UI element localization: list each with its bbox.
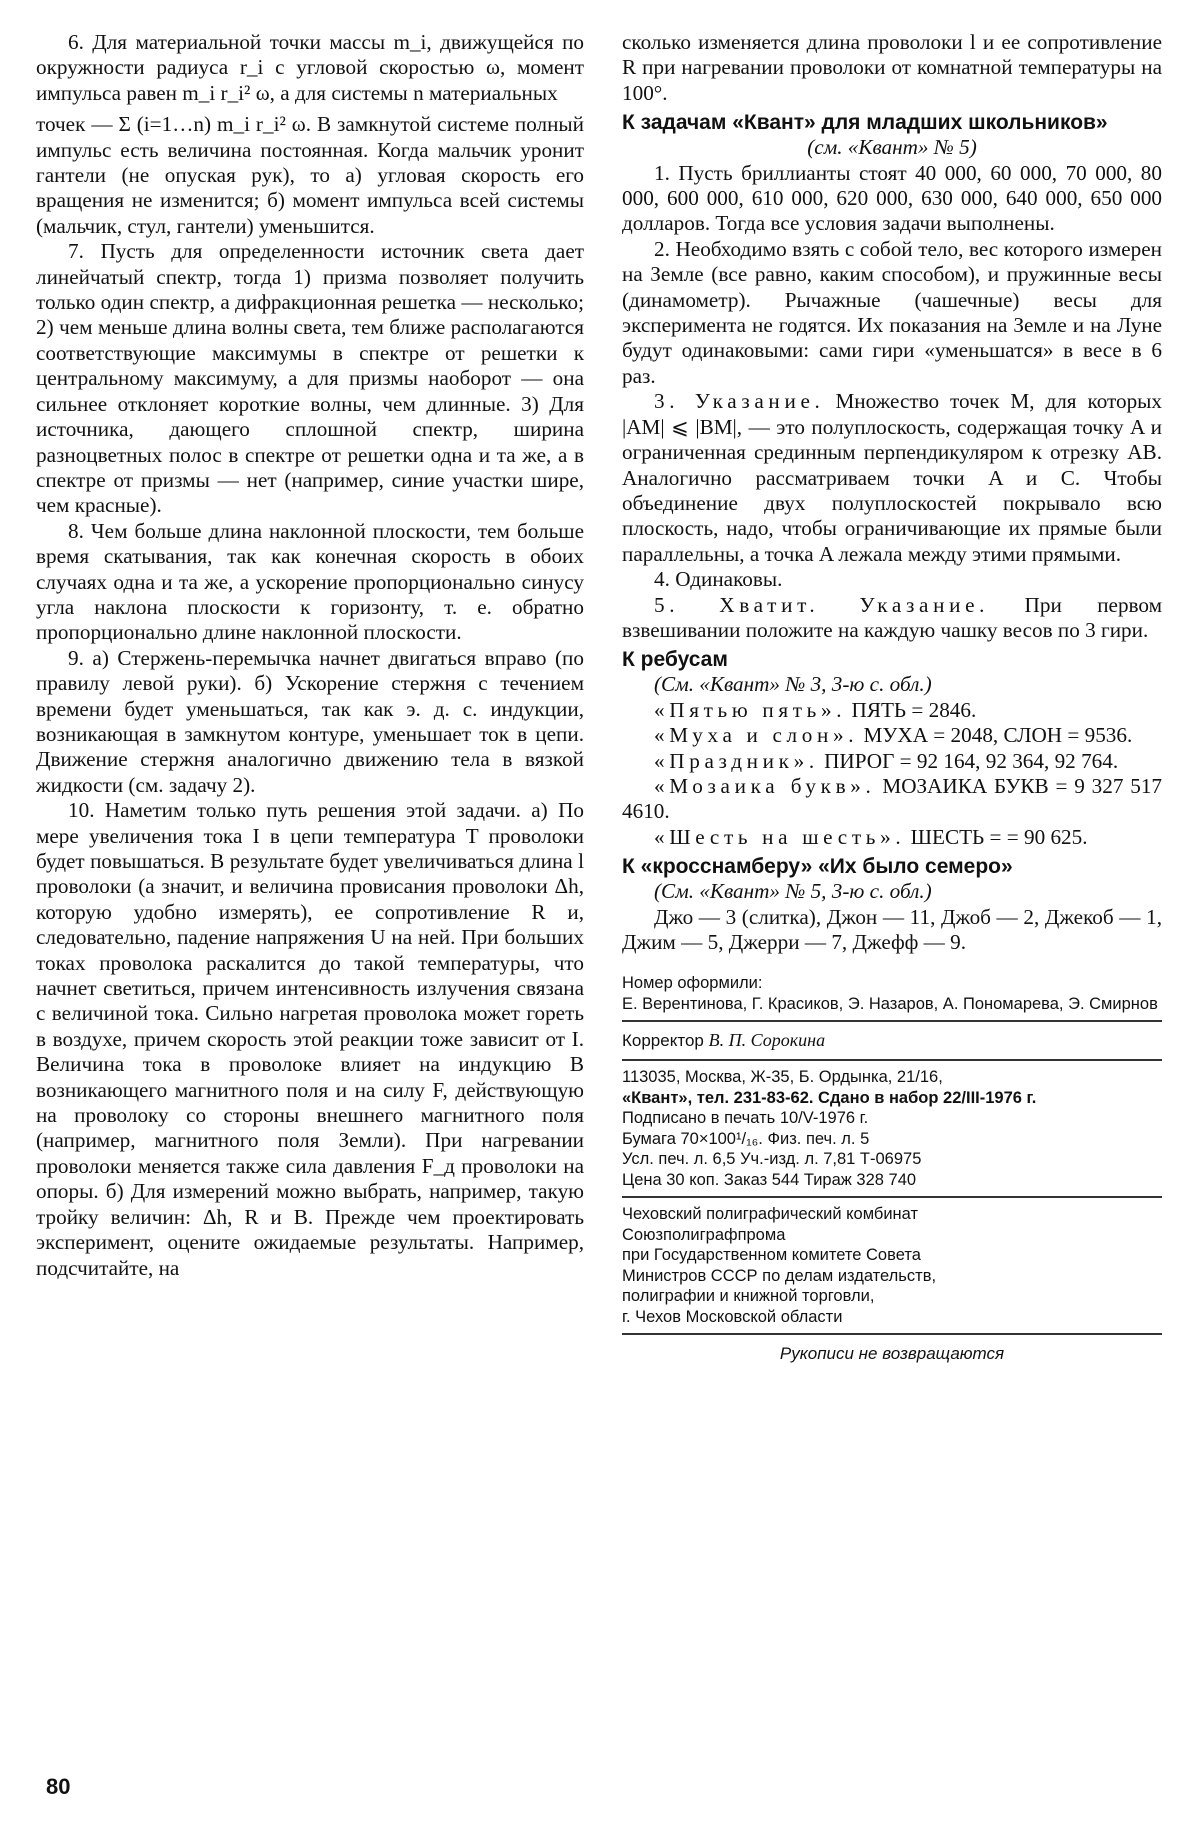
imprint-phone: «Квант», тел. 231-83-62. Сдано в набор 22/III-1976 г.	[622, 1088, 1037, 1107]
rebus-name: «Шесть на шесть».	[654, 824, 906, 849]
rebus-answer: МОЗАИКА БУКВ = 9 327 517 4610.	[622, 773, 1163, 824]
answer-10: 10. Наметим только путь решения этой задачи. а) По мере увеличения тока I в цепи температура T проволоки будет повышаться. В результате будет увеличиваться длина l проволоки (а значит, и величина провисания проволоки Δh, которую удобно измерять), ее сопротивление R и, следовательно, падение напряжения U на ней. При больших токах проволока раскалится до такой температуры, что начнет светиться, причем интенсивность излучения связана с величиной тока. Сильно нагретая проволока может гореть в воздухе, причем скорость этой реакции тоже зависит от I. Величина тока в проволоке влияет на индукцию B возникающего магнитного поля и на силу F, действующую на проволоку со стороны внешнего магнитного поля (например, магнитного поля Земли). При нагревании проволоки меняется также сила давления F_д проволоки на опоры. б) Для измерений можно выбрать, например, такую тройку величин: Δh, R и B. Прежде чем проектировать эксперимент, оцените ожидаемые результаты. Например, подсчитайте, на	[36, 798, 584, 1280]
printer-line: Чеховский полиграфический комбинат	[622, 1205, 919, 1224]
young-answer-2: 2. Необходимо взять с собой тело, вес которого измерен на Земле (все равно, каким способом), и пружинные весы (динамометр). Рычажные (чашечные) весы для эксперимента не годятся. Их показания на Земле и на Луне будут одинаковыми: сами гири «уменьшатся» в весе в 6 раз.	[622, 236, 1162, 388]
corrector-label: Корректор	[622, 1031, 704, 1051]
hint-label: 3. Указание.	[654, 389, 825, 414]
page-number: 80	[46, 1774, 71, 1799]
printer-line: Союзполиграфпрома	[622, 1225, 786, 1244]
section-heading-crossnumber: К «кросснамберу» «Их было семеро»	[622, 855, 1013, 879]
answer-10-continuation: сколько изменяется длина проволоки l и ее сопротивление R при нагревании проволоки от комнатной температуры на 100°.	[622, 30, 1162, 105]
young-answer-3-text: Множество точек M, для которых |AM| ⩽ |BM|, — это полуплоскость, содержащая точку A и ограниченная срединным перпендикуляром к отрезку AB. Аналогично рассматриваем точки A и C. Чтобы объединение двух полуплоскостей покрывало всю плоскость, надо, чтобы ограничивающие их прямые были параллельны, а точка A лежала между этими прямыми.	[622, 389, 1163, 566]
imprint-block	[622, 1067, 1162, 1190]
answer-6-part2: точек — Σ (i=1…n) m_i r_i² ω. В замкнутой системе полный импульс есть величина постоянная. Когда мальчик уронит гантели (не опуская рук), то а) угловая скорость его вращения не изменится; б) момент импульса всей системы (мальчик, стул, гантели) уменьшится.	[36, 112, 584, 238]
staff-block	[622, 973, 1162, 1014]
rebus-name: «Мозаика букв».	[654, 773, 876, 798]
section-heading-rebus: К ребусам	[622, 648, 728, 672]
rebus-2	[622, 723, 1162, 748]
crossnumber-answer: Джо — 3 (слитка), Джон — 11, Джоб — 2, Джекоб — 1, Джим — 5, Джерри — 7, Джефф — 9.	[622, 904, 1162, 954]
young-answer-1: 1. Пусть бриллианты стоят 40 000, 60 000, 70 000, 80 000, 600 000, 610 000, 620 000, 630 000, 640 000, 650 000 долларов. Тогда все условия задачи выполнены.	[622, 160, 1162, 236]
reference-young: (см. «Квант» № 5)	[807, 135, 977, 160]
answer-7: 7. Пусть для определенности источник света дает линейчатый спектр, тогда 1) призма позволяет получить только один спектр, а дифракционная решетка — несколько; 2) чем меньше длина волны света, тем ближе располагаются соответствующие максимумы в спектре от решетки к центральному максимуму, а для призмы наоборот — она сильнее отклоняет короткие волны, чем длинные. 3) Для источника, дающего сплошной спектр, ширина разноцветных полос в спектре от решетки одна и та же, а в спектре от призмы — нет (например, синие участки шире, чем красные).	[36, 239, 584, 518]
rebus-name: «Пятью пять».	[654, 697, 847, 722]
left-column	[36, 30, 584, 1281]
printer-line: полиграфии и книжной торговли,	[622, 1287, 875, 1306]
answer-6-part1: 6. Для материальной точки массы m_i, движущейся по окружности радиуса r_i с угловой скоростью ω, момент импульса равен m_i r_i² ω, а для системы n материальных	[36, 30, 584, 105]
reference-rebus: (См. «Квант» № 3, 3-ю с. обл.)	[654, 672, 932, 697]
hint-label: 5. Хватит. Указание.	[654, 592, 990, 617]
rebus-answer: ШЕСТЬ = = 90 625.	[910, 824, 1088, 849]
printer-line: при Государственном комитете Совета	[622, 1246, 921, 1265]
corrector	[622, 1028, 1162, 1053]
rebus-name: «Муха и слон».	[654, 723, 859, 748]
rebus-1	[622, 698, 1162, 723]
rebus-answer: МУХА = 2048, СЛОН = 9536.	[863, 723, 1133, 748]
staff-names: Е. Верентинова, Г. Красиков, Э. Назаров, А. Пономарева, Э. Смирнов	[622, 994, 1158, 1013]
divider	[622, 1020, 1162, 1022]
young-answer-5-text: При первом взвешивании положите на каждую чашку весов по 3 гири.	[622, 592, 1162, 642]
printer-block	[622, 1204, 1162, 1327]
rebus-3	[622, 749, 1162, 774]
divider	[622, 1196, 1162, 1198]
imprint-signed: Подписано в печать 10/V-1976 г.	[622, 1109, 869, 1128]
divider	[622, 1059, 1162, 1061]
rebus-4	[622, 774, 1162, 825]
answer-9: 9. а) Стержень-перемычка начнет двигаться вправо (по правилу левой руки). б) Ускорение стержня с течением времени будет уменьшаться, так как э. д. с. индукции, возникающая в замкнутом контуре, уменьшает ток в цепи. Движение стержня аналогично движению тела в вязкой жидкости (см. задачу 2).	[36, 645, 584, 797]
young-answer-4: 4. Одинаковы.	[654, 567, 783, 592]
rebus-5	[622, 825, 1162, 850]
reference-crossnumber: (См. «Квант» № 5, 3-ю с. обл.)	[654, 879, 932, 904]
corrector-name: В. П. Сорокина	[708, 1030, 826, 1051]
young-answer-3	[622, 389, 1162, 567]
printer-line: Министров СССР по делам издательств,	[622, 1266, 937, 1285]
imprint-address: 113035, Москва, Ж-35, Б. Ордынка, 21/16,	[622, 1068, 943, 1087]
rebus-answer: ПЯТЬ = 2846.	[851, 697, 977, 722]
rebus-answer: ПИРОГ = 92 164, 92 364, 92 764.	[824, 748, 1119, 773]
staff-label: Номер оформили:	[622, 974, 763, 993]
imprint-sheets: Усл. печ. л. 6,5 Уч.-изд. л. 7,81 Т-06975	[622, 1150, 922, 1169]
imprint-paper: Бумага 70×100¹/₁₆. Физ. печ. л. 5	[622, 1129, 870, 1148]
young-answer-5	[622, 593, 1162, 644]
printer-line: г. Чехов Московской области	[622, 1307, 843, 1326]
rebus-name: «Праздник».	[654, 748, 819, 773]
divider	[622, 1333, 1162, 1335]
imprint-price: Цена 30 коп. Заказ 544 Тираж 328 740	[622, 1170, 917, 1189]
section-heading-young: К задачам «Квант» для младших школьников»	[622, 111, 1108, 135]
manuscripts-notice: Рукописи не возвращаются	[779, 1344, 1005, 1364]
right-column	[622, 30, 1162, 1367]
answer-8: 8. Чем больше длина наклонной плоскости, тем больше время скатывания, так как конечная скорость в обоих случаях одна и та же, а ускорение пропорционально синусу угла наклона плоскости к горизонту, т. е. обратно пропорционально длине наклонной плоскости.	[36, 518, 584, 645]
